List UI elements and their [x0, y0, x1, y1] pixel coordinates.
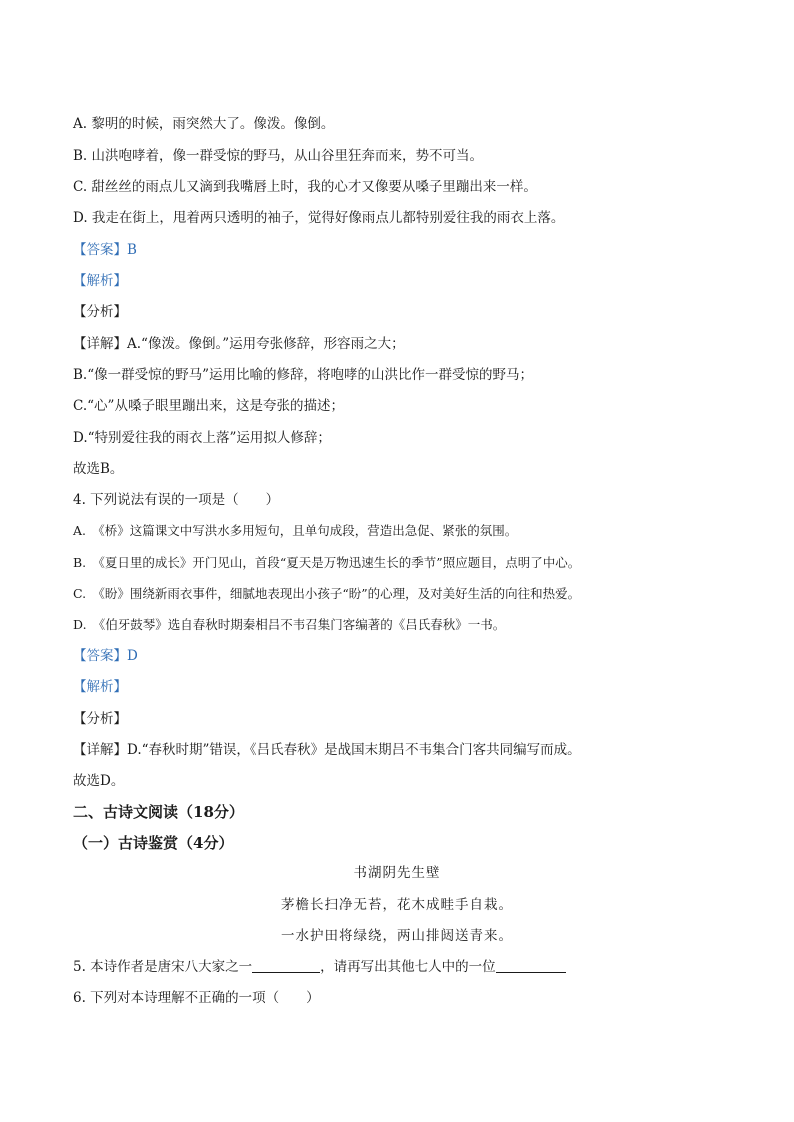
section-heading: 二、古诗文阅读（18分） [73, 803, 244, 821]
q3-option-a: A. 黎明的时候，雨突然大了。像泼。像倒。 [73, 116, 335, 132]
q3-detail-a: 【详解】A.“像泼。像倒。”运用夸张修辞，形容雨之大； [73, 336, 405, 352]
q6-question: 6. 下列对本诗理解不正确的一项（ ） [73, 990, 320, 1006]
q5-text-1: 5. 本诗作者是唐宋八大家之一 [73, 959, 253, 975]
q4-option-c: C. 《盼》围绕新雨衣事件，细腻地表现出小孩子“盼”的心理，及对美好生活的向往和热爱。 [73, 586, 581, 601]
q3-option-c: C. 甜丝丝的雨点儿又滴到我嘴唇上时，我的心才又像要从嗓子里蹦出来一样。 [73, 179, 537, 195]
q3-detail-d: D.“特别爱往我的雨衣上落”运用拟人修辞； [73, 430, 331, 446]
q4-fenxi: 【分析】 [73, 711, 127, 727]
q3-detail-b: B.“像一群受惊的野马”运用比喻的修辞，将咆哮的山洪比作一群受惊的野马； [73, 367, 534, 383]
q4-answer: 【答案】D [73, 648, 138, 664]
poem-line-2: 一水护田将绿绕，两山排闼送青来。 [281, 928, 513, 944]
answer-blank-2[interactable] [496, 958, 566, 973]
q5-text-2: ，请再写出其他七人中的一位 [320, 959, 496, 975]
answer-tag: 【答案】B [73, 242, 137, 258]
q4-option-a: A. 《桥》这篇课文中写洪水多用短句，且单句成段，营造出急促、紧张的氛围。 [73, 523, 518, 538]
q5-question [73, 957, 753, 977]
q4-analysis-tag: 【解析】 [73, 679, 127, 695]
q4-option-d: D. 《伯牙鼓琴》选自春秋时期秦相吕不韦召集门客编著的《吕氏春秋》一书。 [73, 617, 506, 632]
q3-analysis-tag: 【解析】 [73, 273, 127, 289]
poem-title: 书湖阴先生壁 [353, 865, 441, 881]
q3-option-b: B. 山洪咆哮着，像一群受惊的野马，从山谷里狂奔而来，势不可当。 [73, 148, 484, 164]
subsection-heading: （一）古诗鉴赏（4分） [73, 834, 234, 852]
q3-conclusion: 故选B。 [73, 461, 124, 477]
q4-question: 4. 下列说法有误的一项是（ ） [73, 492, 280, 508]
q4-detail: 【详解】D.“春秋时期”错误，《吕氏春秋》是战国末期吕不韦集合门客共同编写而成。 [73, 742, 581, 758]
q3-option-d: D. 我走在街上，甩着两只透明的袖子，觉得好像雨点儿都特别爱往我的雨衣上落。 [73, 210, 565, 226]
q3-detail-c: C.“心”从嗓子眼里蹦出来，这是夸张的描述； [73, 398, 344, 414]
q3-fenxi: 【分析】 [73, 304, 127, 320]
q4-option-b: B. 《夏日里的成长》开门见山，首段“夏天是万物迅速生长的季节”照应题目，点明了中心。 [73, 555, 581, 570]
q4-conclusion: 故选D。 [73, 773, 125, 789]
poem-line-1: 茅檐长扫净无苔，花木成畦手自栽。 [281, 897, 513, 913]
q3-answer [73, 240, 753, 260]
answer-blank-1[interactable] [252, 958, 320, 973]
